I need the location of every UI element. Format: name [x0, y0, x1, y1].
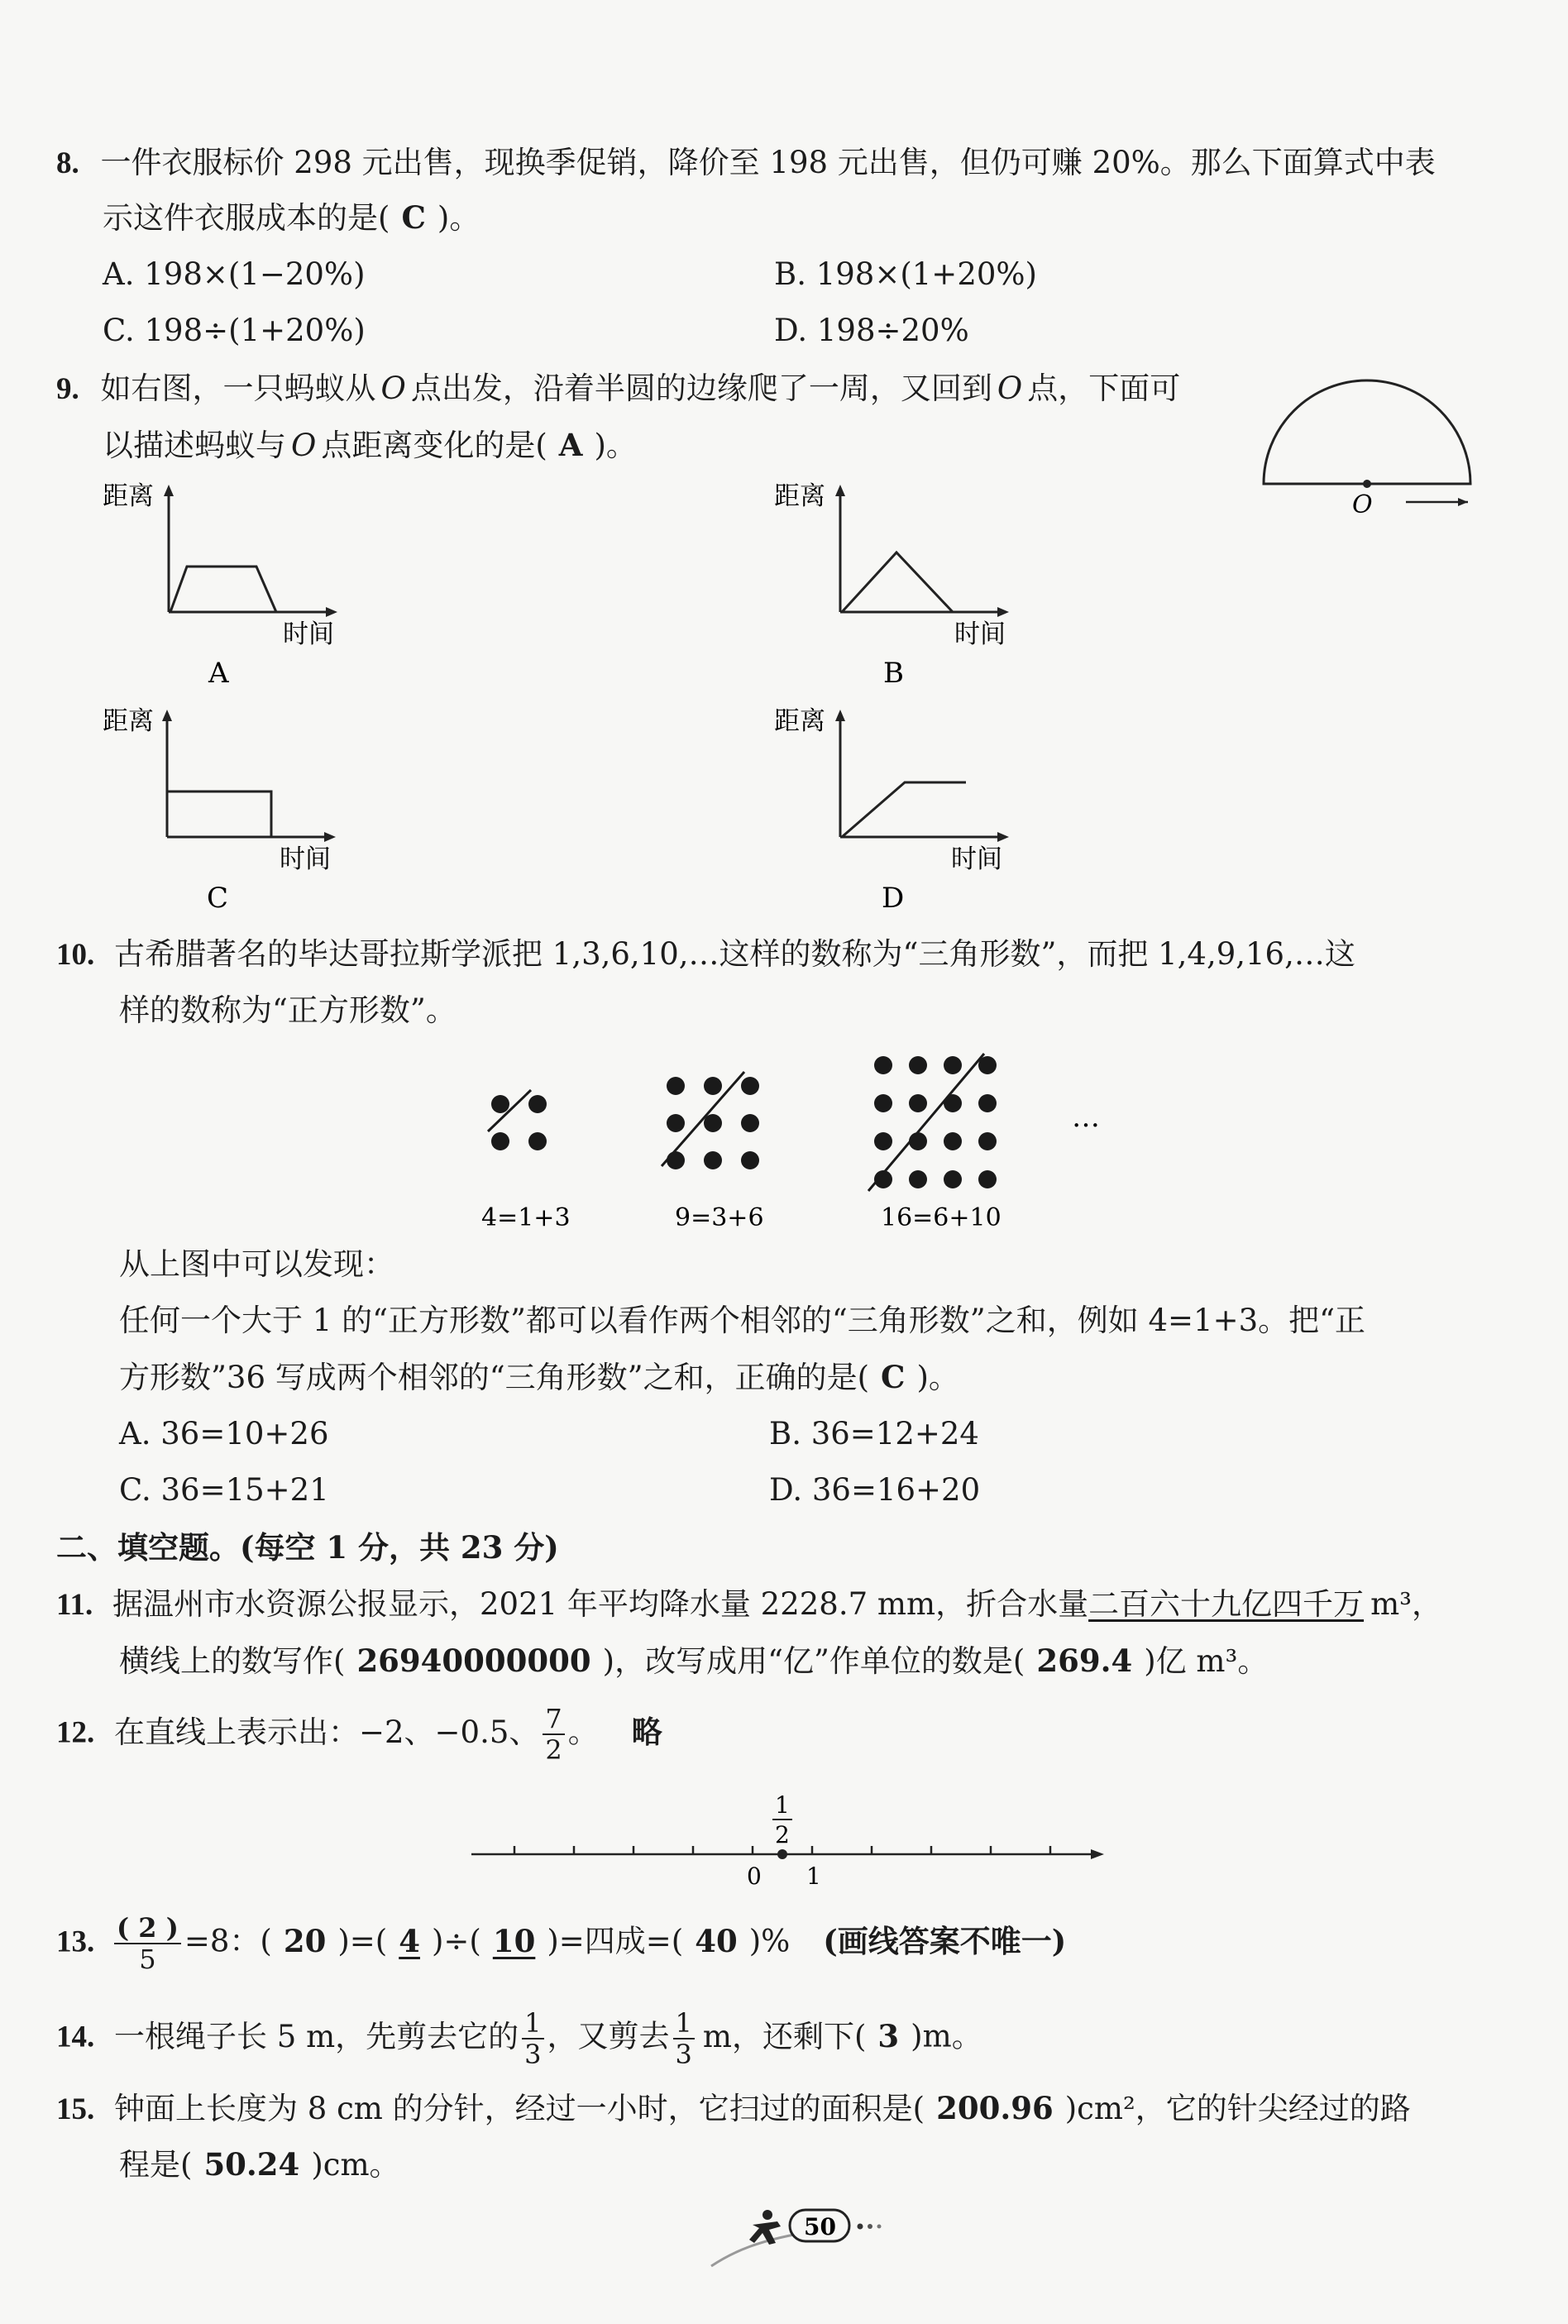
- y-axis-label: 距离: [774, 481, 825, 511]
- q10-line3: 任何一个大于 1 的“正方形数”都可以看作两个相邻的“三角形数”之和，例如 4=1+3。把“正: [119, 1303, 1366, 1338]
- q13-line: 13. $\frac{( 2 )}{5}$ =8：( 20 )=( 4 )÷( 10 )=四成=( 40 )% (画线答案不唯一): [56, 1912, 1067, 1975]
- q8-line1: [56, 141, 1436, 186]
- graph-c-label: C: [207, 882, 229, 915]
- tick-label-0: 0: [747, 1863, 762, 1890]
- q12-answer: 略: [631, 1713, 662, 1750]
- graph-d-line: [842, 782, 966, 837]
- q10-answer: C: [881, 1359, 906, 1395]
- q11-number: 11.: [56, 1588, 93, 1622]
- graph-a: [99, 480, 364, 695]
- q13-answer-3: 10: [492, 1922, 536, 1959]
- q10-option-a: A. 36=10+26: [119, 1416, 329, 1451]
- dots-figure-2: [662, 1072, 759, 1169]
- point-o: [1363, 480, 1371, 488]
- dots-label-3: 16=6+10: [881, 1203, 1002, 1232]
- q15-number: 15.: [56, 2092, 95, 2126]
- x-axis-label: 时间: [280, 844, 331, 874]
- dots-figure-3: [868, 1054, 997, 1191]
- q8-text: 一件衣服标价 298 元出售，现换季促销，降价至 198 元出售，但仍可赚 20%。那么下面算式中表: [100, 145, 1436, 180]
- q8-line2: 示这件衣服成本的是( C )。: [103, 199, 480, 236]
- half-denominator: 2: [775, 1821, 790, 1848]
- q15-line1: 15. 钟面上长度为 8 cm 的分针，经过一小时，它扫过的面积是( 200.96 )cm²，它的针尖经过的路: [56, 2090, 1411, 2126]
- square-number-dots: [463, 1042, 1125, 1241]
- x-axis-label: 时间: [283, 619, 334, 649]
- q14-fraction-2: $\frac{1}{3}$: [673, 2010, 695, 2068]
- q15-answer-2: 50.24: [203, 2146, 300, 2183]
- q11-line2: 横线上的数写作( 26940000000 )，改写成用“亿”作单位的数是( 269.4 )亿 m³。: [119, 1643, 1269, 1679]
- graph-b: [771, 480, 1035, 695]
- page-footer: [703, 2200, 901, 2274]
- graph-d-label: D: [882, 882, 905, 915]
- q13-answer-2: 4: [399, 1922, 420, 1959]
- dots-label-2: 9=3+6: [675, 1203, 764, 1232]
- q11-line1: 11. 据温州市水资源公报显示，2021 年平均降水量 2228.7 mm，折合水量二百六十九亿四千万 m³，: [56, 1586, 1442, 1622]
- dots-label-1: 4=1+3: [481, 1203, 571, 1232]
- graph-b-line: [842, 552, 953, 612]
- q14-number: 14.: [56, 2020, 95, 2054]
- dots-figure-1: [488, 1090, 547, 1150]
- q9-line2: 以描述蚂蚁与 O 点距离变化的是( A )。: [103, 427, 637, 463]
- q10-option-b: B. 36=12+24: [769, 1416, 979, 1451]
- q13-number: 13.: [56, 1925, 95, 1959]
- q10-line4: 方形数”36 写成两个相邻的“三角形数”之和，正确的是( C )。: [119, 1359, 959, 1395]
- q10-option-c: C. 36=15+21: [119, 1472, 329, 1508]
- q13-answer-4: 40: [695, 1922, 738, 1959]
- semicircle-path: [1264, 380, 1470, 484]
- point-o-label: O: [1352, 490, 1373, 519]
- graph-c-line: [167, 791, 271, 837]
- q12-number: 12.: [56, 1715, 95, 1750]
- q14-answer: 3: [877, 2017, 900, 2054]
- section-2-title: 二、填空题。(每空 1 分，共 23 分): [56, 1529, 559, 1566]
- semicircle-figure: [1257, 364, 1480, 521]
- number-line: [463, 1795, 1116, 1894]
- half-numerator: 1: [775, 1795, 790, 1819]
- q14-fraction-1: $\frac{1}{3}$: [522, 2010, 543, 2068]
- graph-d: [771, 705, 1035, 920]
- page-number: 50: [804, 2213, 836, 2240]
- q12-line: 12. 在直线上表示出：−2、−0.5、 $\frac{7}{2}$ 。 略: [56, 1703, 662, 1766]
- y-axis-label: 距离: [774, 706, 825, 736]
- q15-line2: 程是( 50.24 )cm。: [119, 2146, 400, 2183]
- graph-b-label: B: [883, 657, 904, 690]
- dots-ellipsis: …: [1072, 1101, 1100, 1134]
- y-axis-label: 距离: [103, 706, 154, 736]
- x-axis-label: 时间: [954, 619, 1006, 649]
- q11-answer-2: 269.4: [1036, 1643, 1133, 1679]
- q8-option-c: C. 198÷(1+20%): [103, 313, 366, 348]
- q8-option-b: B. 198×(1+20%): [774, 256, 1037, 292]
- q10-line2: 样的数称为“正方形数”。: [119, 992, 457, 1028]
- q10-discover: 从上图中可以发现：: [119, 1246, 394, 1282]
- q15-answer-1: 200.96: [936, 2090, 1054, 2126]
- q10-option-d: D. 36=16+20: [769, 1472, 981, 1508]
- graph-a-label: A: [208, 657, 229, 690]
- q9-answer: A: [558, 427, 583, 463]
- graph-a-line: [170, 567, 276, 612]
- q13-fraction: $\frac{( 2 )}{5}$: [114, 1915, 181, 1973]
- q8-option-a: A. 198×(1−20%): [103, 256, 366, 292]
- q12-fraction: $\frac{7}{2}$: [543, 1705, 564, 1763]
- number-line-arrow: [1091, 1849, 1104, 1859]
- q13-note: (画线答案不唯一): [823, 1922, 1067, 1959]
- y-axis-label: 距离: [103, 481, 154, 511]
- x-axis-label: 时间: [951, 844, 1002, 874]
- q11-answer-1: 26940000000: [356, 1643, 591, 1679]
- q10-line1: 10. 古希腊著名的毕达哥拉斯学派把 1,3,6,10,…这样的数称为“三角形数”，而把 1,4,9,16,…这: [56, 936, 1355, 972]
- graph-c: [99, 705, 364, 920]
- q8-option-d: D. 198÷20%: [774, 313, 969, 348]
- q14-line: 14. 一根绳子长 5 m，先剪去它的 $\frac{1}{3}$ ，又剪去 $\frac{1}{3}$ m，还剩下( 3 )m。: [56, 2007, 982, 2070]
- q13-answer-1: 20: [283, 1922, 327, 1959]
- q10-number: 10.: [56, 938, 95, 972]
- q9-number: 9.: [56, 372, 79, 406]
- tick-label-1: 1: [806, 1863, 821, 1890]
- direction-arrowhead: [1458, 498, 1468, 506]
- q8-answer: C: [401, 199, 426, 236]
- half-point: [777, 1849, 787, 1859]
- q9-line1: 9. 如右图，一只蚂蚁从 O 点出发，沿着半圆的边缘爬了一周，又回到 O 点，下面可: [56, 371, 1181, 406]
- q8-number: 8.: [56, 146, 79, 180]
- q11-underlined-number: 二百六十九亿四千万: [1088, 1586, 1365, 1622]
